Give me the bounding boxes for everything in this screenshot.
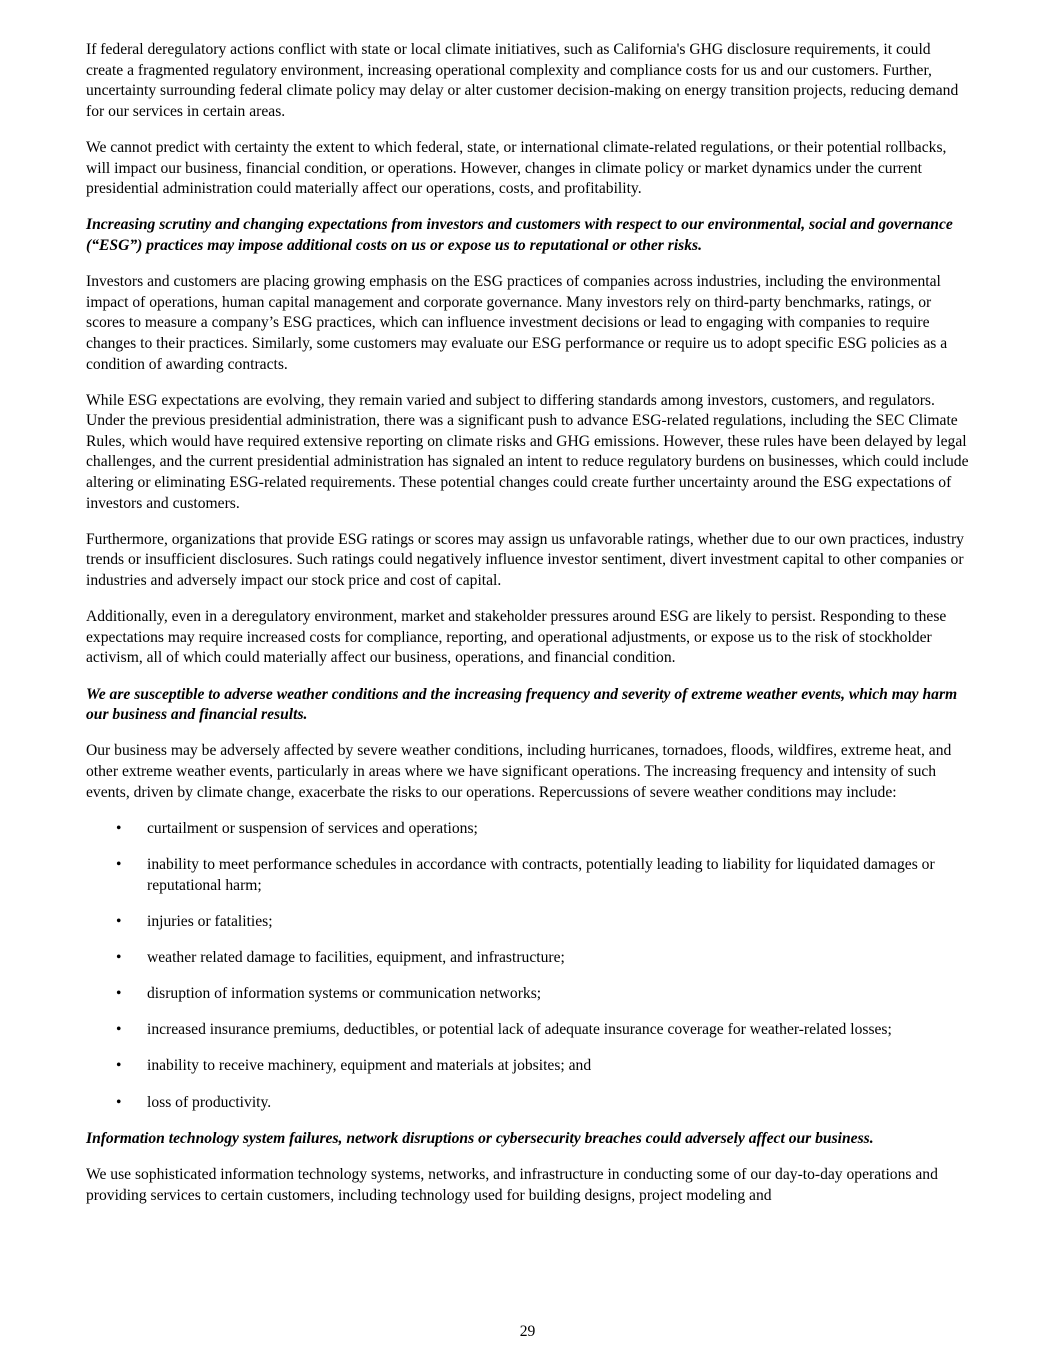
list-item bbox=[86, 819, 971, 840]
list-item-text: inability to meet performance schedules in accordance with contracts, potentially leading to liability for liquidated damages or reputational harm; bbox=[147, 855, 935, 894]
list-item-text: loss of productivity. bbox=[147, 1093, 272, 1111]
list-item-text: weather related damage to facilities, equipment, and infrastructure; bbox=[147, 948, 565, 966]
bullet-icon: • bbox=[116, 855, 122, 873]
esg-risk-heading: Increasing scrutiny and changing expectations from investors and customers with respect to our environmental, social and governance (“ESG”) practices may impose additional costs on us or expose us to reputational or other risks. bbox=[86, 216, 953, 254]
it-paragraph: We use sophisticated information technology systems, networks, and infrastructure in conducting some of our day-to-day operations and providing services to certain customers, including technology used for building designs, project modeling and bbox=[86, 1166, 938, 1204]
bullet-icon: • bbox=[116, 819, 122, 837]
paragraph-federal-deregulation: If federal deregulatory actions conflict with state or local climate initiatives, such as California's GHG disclosure requirements, it could create a fragmented regulatory environment, increasing operational complexity and compliance costs for us and our customers. Further, uncertainty surrounding federal climate policy may delay or alter customer decision-making on energy transition projects, reducing demand for our services in certain areas. bbox=[86, 41, 959, 120]
paragraph-climate-predictions: We cannot predict with certainty the extent to which federal, state, or international climate-related regulations, or their potential rollbacks, will impact our business, financial condition, or operations. However, changes in climate policy or market dynamics under the current presidential administration could materially affect our operations, costs, and profitability. bbox=[86, 138, 947, 198]
list-item bbox=[86, 948, 971, 969]
bullet-icon: • bbox=[116, 985, 122, 1003]
it-risk-heading: Information technology system failures, network disruptions or cybersecurity breaches could adversely affect our business. bbox=[86, 1129, 874, 1147]
bullet-icon: • bbox=[116, 1021, 122, 1039]
list-item-text: injuries or fatalities; bbox=[147, 912, 273, 930]
list-item-text: curtailment or suspension of services and operations; bbox=[147, 819, 478, 837]
list-item bbox=[86, 1056, 971, 1077]
weather-intro-paragraph: Our business may be adversely affected by severe weather conditions, including hurricanes, tornadoes, floods, wildfires, extreme heat, and other extreme weather events, particularly in areas where we have significant operations. The increasing frequency and intensity of such events, driven by climate change, exacerbate the risks to our operations. Repercussions of severe weather conditions may include: bbox=[86, 742, 952, 801]
esg-paragraph-deregulatory: Additionally, even in a deregulatory environment, market and stakeholder pressures around ESG are likely to persist. Responding to these expectations may require increased costs for compliance, reporting, and operational adjustments, or expose us to the risk of stockholder activism, all of which could materially affect our business, operations, and financial condition. bbox=[86, 608, 947, 667]
esg-paragraph-ratings: Furthermore, organizations that provide ESG ratings or scores may assign us unfavorable ratings, whether due to our own practices, industry trends or insufficient disclosures. Such ratings could negatively influence investor sentiment, divert investment capital to other companies or industries and adversely impact our stock price and cost of capital. bbox=[86, 530, 964, 590]
esg-paragraph-expectations: While ESG expectations are evolving, they remain varied and subject to differing standards among investors, customers, and regulators. Under the previous presidential administration, there was a significant push to advance ESG-related regulations, including the SEC Climate Rules, which would have required extensive reporting on climate risks and GHG emissions. However, these rules have been delayed by legal challenges, and the current presidential administration has signaled an intent to reduce regulatory burdens on businesses, which could include altering or eliminating ESG-related requirements. These potential changes could create further uncertainty around the ESG expectations of investors and customers. bbox=[86, 391, 969, 512]
esg-paragraph-investors: Investors and customers are placing growing emphasis on the ESG practices of companies across industries, including the environmental impact of operations, human capital management and corporate governance. Many investors rely on third-party benchmarks, ratings, or scores to measure a company’s ESG practices, which can influence investment decisions or lead to engaging with companies to require changes to their practices. Similarly, some customers may evaluate our ESG performance or require us to adopt specific ESG policies as a condition of awarding contracts. bbox=[86, 273, 948, 373]
weather-risk-heading: We are susceptible to adverse weather conditions and the increasing frequency and severity of extreme weather events, which may harm our business and financial results. bbox=[86, 685, 958, 724]
list-item bbox=[86, 984, 971, 1005]
list-item bbox=[86, 1020, 971, 1041]
list-item bbox=[86, 912, 971, 933]
bullet-icon: • bbox=[116, 948, 122, 966]
list-item bbox=[86, 855, 971, 896]
list-item-text: inability to receive machinery, equipment and materials at jobsites; and bbox=[147, 1057, 592, 1075]
list-item-text: disruption of information systems or communication networks; bbox=[147, 985, 542, 1003]
bullet-icon: • bbox=[116, 1093, 122, 1111]
weather-repercussions-list bbox=[86, 819, 971, 1114]
list-item-text: increased insurance premiums, deductibles, or potential lack of adequate insurance coverage for weather-related losses; bbox=[147, 1021, 892, 1039]
bullet-icon: • bbox=[116, 1057, 122, 1075]
page-number: 29 bbox=[519, 1323, 536, 1340]
document-page bbox=[86, 40, 971, 1222]
list-item bbox=[86, 1093, 971, 1114]
bullet-icon: • bbox=[116, 912, 122, 930]
